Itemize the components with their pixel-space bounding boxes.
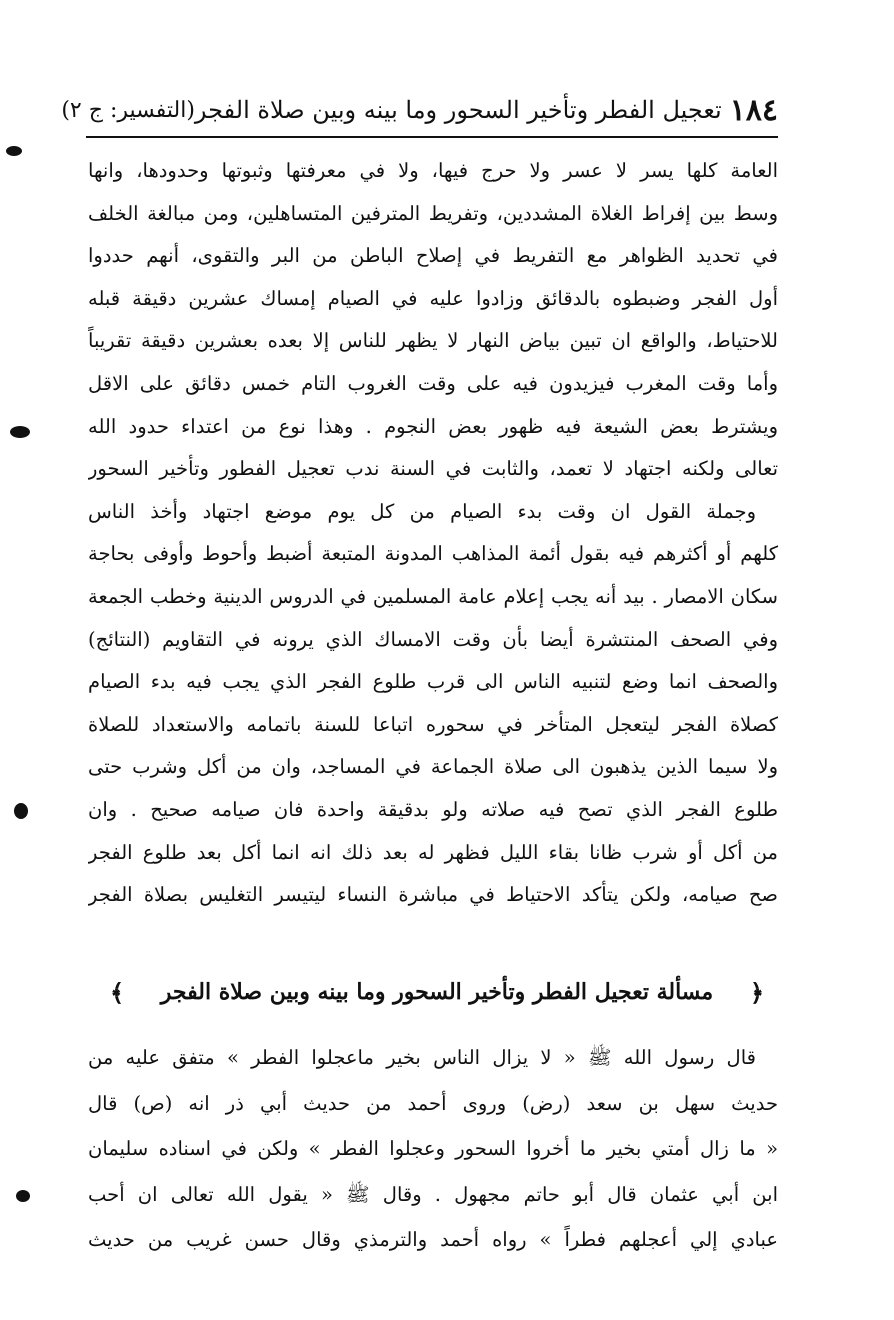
section-heading [110,968,764,1016]
text-line: سكان الامصار . بيد أنه يجب إعلام عامة المسلمين في الدروس الدينية وخطب الجمعة [88,584,778,608]
text-line: « ما زال أمتي بخير ما أخروا السحور وعجلوا الفطر » ولكن في اسناده سليمان [88,1137,778,1160]
page-number: ١٨٤ [729,92,778,128]
scan-speck [6,146,22,156]
scan-speck [16,1190,30,1202]
text-line: تعالى ولكنه اجتهاد لا تعمد، والثابت في السنة ندب تعجيل الفطور وتأخير السحور [88,457,778,481]
text-line: وسط بين إفراط الغلاة المشددين، وتفريط المترفين المتساهلين، ومن مبالغة الخلف [88,201,778,225]
hadith-paragraph [88,1035,778,1263]
heading-open-bracket: ﴿ [749,977,764,1007]
text-line: قال رسول الله ﷺ « لا يزال الناس بخير ماعجلوا الفطر » متفق عليه من [88,1046,756,1069]
page-header [61,88,778,132]
text-line: عبادي إلي أعجلهم فطراً » رواه أحمد والترمذي وقال حسن غريب من حديث [88,1228,778,1251]
text-line: حديث سهل بن سعد (رض) وروى أحمد من حديث أبي ذر انه (ص) قال [88,1091,778,1115]
text-line: وأما وقت المغرب فيزيدون فيه على وقت الغروب التام خمس دقائق على الاقل [88,371,778,395]
text-line: للاحتياط، والواقع ان تبين بياض النهار لا يظهر للناس إلا بعده بعشرين دقيقة تقريباً [88,329,778,353]
scan-speck [10,426,30,438]
heading-close-bracket: ﴾ [110,977,125,1007]
text-line: كصلاة الفجر ليتعجل المتأخر في سحوره اتباعا للسنة باتمامه والاستعداد للصلاة [88,712,778,736]
text-line: أول الفجر وضبطوه بالدقائق وزادوا عليه في الصيام إمساك عشرين دقيقة قبله [88,286,778,310]
book-part-label: (التفسير: ج ٢) [61,97,195,123]
text-line: وجملة القول ان وقت بدء الصيام من كل يوم موضع اجتهاد وأخذ الناس [88,499,756,523]
text-line: ابن أبي عثمان قال أبو حاتم مجهول . وقال ﷺ « يقول الله تعالى ان أحب [88,1182,778,1206]
header-rule [86,136,778,138]
scan-speck [14,803,28,819]
text-line: ويشترط بعض الشيعة فيه ظهور بعض النجوم . وهذا نوع من اعتداء حدود الله [88,414,778,438]
section-heading-text: مسألة تعجيل الفطر وتأخير السحور وما بينه وبين صلاة الفجر [160,979,714,1005]
running-title: تعجيل الفطر وتأخير السحور وما بينه وبين صلاة الفجر [194,96,722,124]
text-line: ولا سيما الذين يذهبون الى صلاة الجماعة في المساجد، وان من أكل وشرب حتى [88,755,778,779]
text-line: وفي الصحف المنتشرة أيضا بأن وقت الامساك الذي يرونه في التقاويم (النتائج) [88,627,778,651]
text-line: من أكل أو شرب ظانا بقاء الليل فظهر له بعد ذلك انه انما أكل بعد طلوع الفجر [88,840,778,864]
text-line: في تحديد الظواهر مع التفريط في إصلاح الباطن من البر والتقوى، أنهم حددوا [88,244,778,268]
text-line: كلهم أو أكثرهم فيه بقول أئمة المذاهب المدونة المتبعة أضبط وأحوط وأوفى بحاجة [88,542,778,566]
main-paragraph [88,150,778,917]
text-line: والصحف انما وضع لتنبيه الناس الى قرب طلوع الفجر الذي يجب فيه بدء الصيام [88,670,778,694]
text-line: صح صيامه، ولكن يتأكد الاحتياط في مباشرة النساء ليتيسر التغليس بصلاة الفجر [88,883,778,907]
text-line: طلوع الفجر الذي تصح فيه صلاته ولو بدقيقة واحدة فان صيامه صحيح . وان [88,797,778,821]
text-line: العامة كلها يسر لا عسر ولا حرج فيها، ولا في معرفتها وثبوتها وحدودها، وانها [88,159,778,182]
